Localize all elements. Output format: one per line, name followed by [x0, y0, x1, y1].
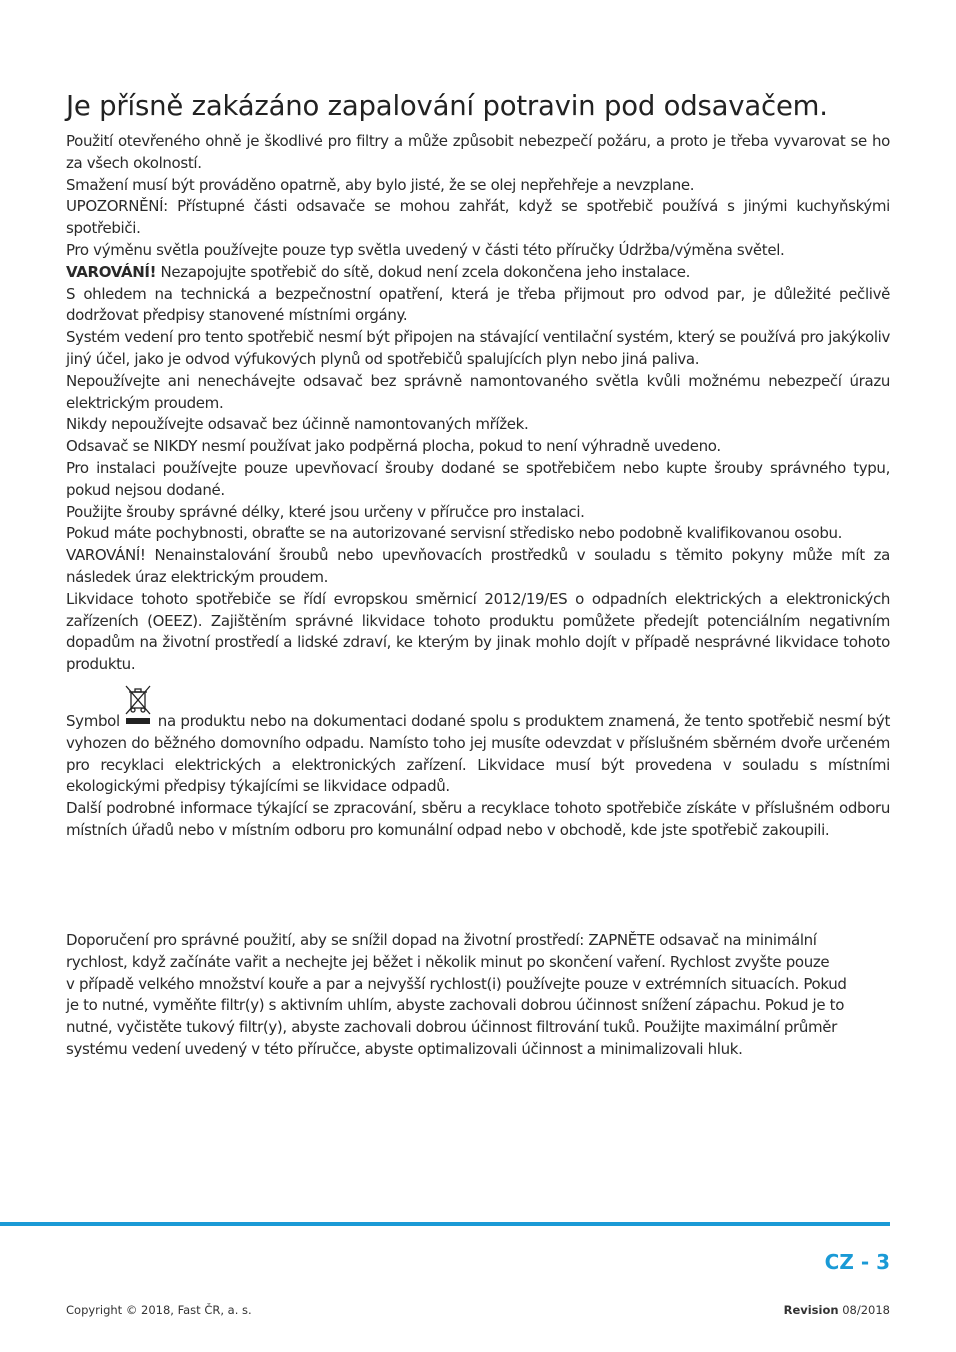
footer-divider [0, 1222, 890, 1226]
paragraph: VAROVÁNÍ! Nenainstalování šroubů nebo upevňovacích prostředků v souladu s těmito pokyny může mít za následek úraz elektrickým proudem. [66, 546, 890, 586]
paragraph: Likvidace tohoto spotřebiče se řídí evropskou směrnicí 2012/19/ES o odpadních elektrických a elektronických zařízeních (OEEZ). Zajištěním správné likvidace tohoto produktu pomůžete předejít potenciálním negativním dopadům na životní prostředí a lidské zdraví, ke kterým by jinak mohlo dojít v případě nesprávné likvidace tohoto produktu. [66, 589, 890, 674]
symbol-text: na produktu nebo na dokumentaci dodané spolu s produktem znamená, že tento spotřebič nesmí být vyhozen do běžného domovního odpadu. Namísto toho jej musíte odevzdat v příslušném sběrném dvoře určeném pro recyklaci elektrických a elektronických zařízení. Likvidace musí být provedena v souladu s místními ekologickými předpisy týkajícími se likvidace odpadů. [66, 711, 890, 796]
paragraph: Nepoužívejte ani nenechávejte odsavač bez správně namontovaného světla kvůli možnému nebezpečí úrazu elektrickým proudem. [66, 371, 890, 412]
paragraph: Použijte šrouby správné délky, které jsou určeny v příručce pro instalaci. [66, 502, 585, 521]
eco-line: systému vedení uvedený v této příručce, abyste optimalizovali účinnost a minimalizovali hluk. [66, 1039, 743, 1058]
paragraph: Nikdy nepoužívejte odsavač bez účinně namontovaných mřížek. [66, 415, 529, 434]
warning-paragraph [66, 262, 890, 284]
paragraph: Systém vedení pro tento spotřebič nesmí být připojen na stávající ventilační systém, který se používá pro jakýkoliv jiný účel, jako je odvod výfukových plynů od spotřebičů spalujících plyn nebo jiná paliva. [66, 328, 890, 368]
eco-line: rychlost, když začínáte vařit a nechejte jej běžet i několik minut po skončení vaření. Rychlost zvyšte pouze [66, 952, 830, 971]
eco-line: v případě velkého množství kouře a par a nejvyšší rychlost(i) používejte pouze v extrémních situacích. Pokud [66, 974, 847, 993]
paragraph: S ohledem na technická a bezpečnostní opatření, která je třeba přijmout pro odvod par, je důležité pečlivě dodržovat předpisy stanovené místními orgány. [66, 284, 890, 325]
paragraph: Použití otevřeného ohně je škodlivé pro filtry a může způsobit nebezpečí požáru, a proto je třeba vyvarovat se ho za všech okolností. [66, 132, 890, 172]
crossed-out-bin-icon [124, 706, 152, 726]
paragraph: Pro instalaci používejte pouze upevňovací šrouby dodané se spotřebičem nebo kupte šrouby správného typu, pokud nejsou dodané. [66, 458, 890, 499]
eco-line: je to nutné, vyměňte filtr(y) s aktivním uhlím, abyste zachovali dobrou účinnost snížení zápachu. Pokud je to [66, 996, 845, 1015]
copyright: Copyright © 2018, Fast ČR, a. s. [66, 1303, 252, 1317]
paragraph: Smažení musí být prováděno opatrně, aby bylo jisté, že se olej nepřehřeje a nevzplane. [66, 175, 695, 194]
paragraph: Další podrobné informace týkající se zpracování, sběru a recyklace tohoto spotřebiče získáte v příslušném odboru místních úřadů nebo v místním odboru pro komunální odpad nebo v obchodě, kde jste spotřebič zakoupili. [66, 799, 890, 839]
revision-value: 08/2018 [838, 1303, 890, 1317]
page-title: Je přísně zakázáno zapalování potravin pod odsavačem. [66, 90, 828, 122]
safety-instructions [66, 131, 890, 842]
weee-paragraph [66, 676, 890, 798]
page-number: CZ - 3 [824, 1250, 890, 1274]
revision [784, 1303, 890, 1317]
warning-label: VAROVÁNÍ! [66, 262, 157, 281]
paragraph: Pokud máte pochybnosti, obraťte se na autorizované servisní středisko nebo podobně kvalifikovanou osobu. [66, 524, 843, 543]
paragraph: Pro výměnu světla používejte pouze typ světla uvedený v části této příručky Údržba/výměna světel. [66, 240, 785, 259]
revision-label: Revision [783, 1303, 839, 1317]
eco-line: nutné, vyčistěte tukový filtr(y), abyste zachovali dobrou účinnost filtrování tuků. Použijte maximální průměr [66, 1018, 837, 1037]
warning-text: Nezapojujte spotřebič do sítě, dokud není zcela dokončena jeho instalace. [156, 262, 691, 281]
eco-line: Doporučení pro správné použití, aby se snížil dopad na životní prostředí: ZAPNĚTE odsavač na minimální [66, 931, 817, 949]
paragraph: UPOZORNĚNÍ: Přístupné části odsavače se mohou zahřát, když se spotřebič používá s jinými kuchyňskými spotřebiči. [66, 197, 890, 238]
eco-recommendation [66, 930, 890, 1061]
paragraph: Odsavač se NIKDY nesmí používat jako podpěrná plocha, pokud to není výhradně uvedeno. [66, 437, 721, 456]
symbol-label: Symbol [66, 711, 120, 730]
